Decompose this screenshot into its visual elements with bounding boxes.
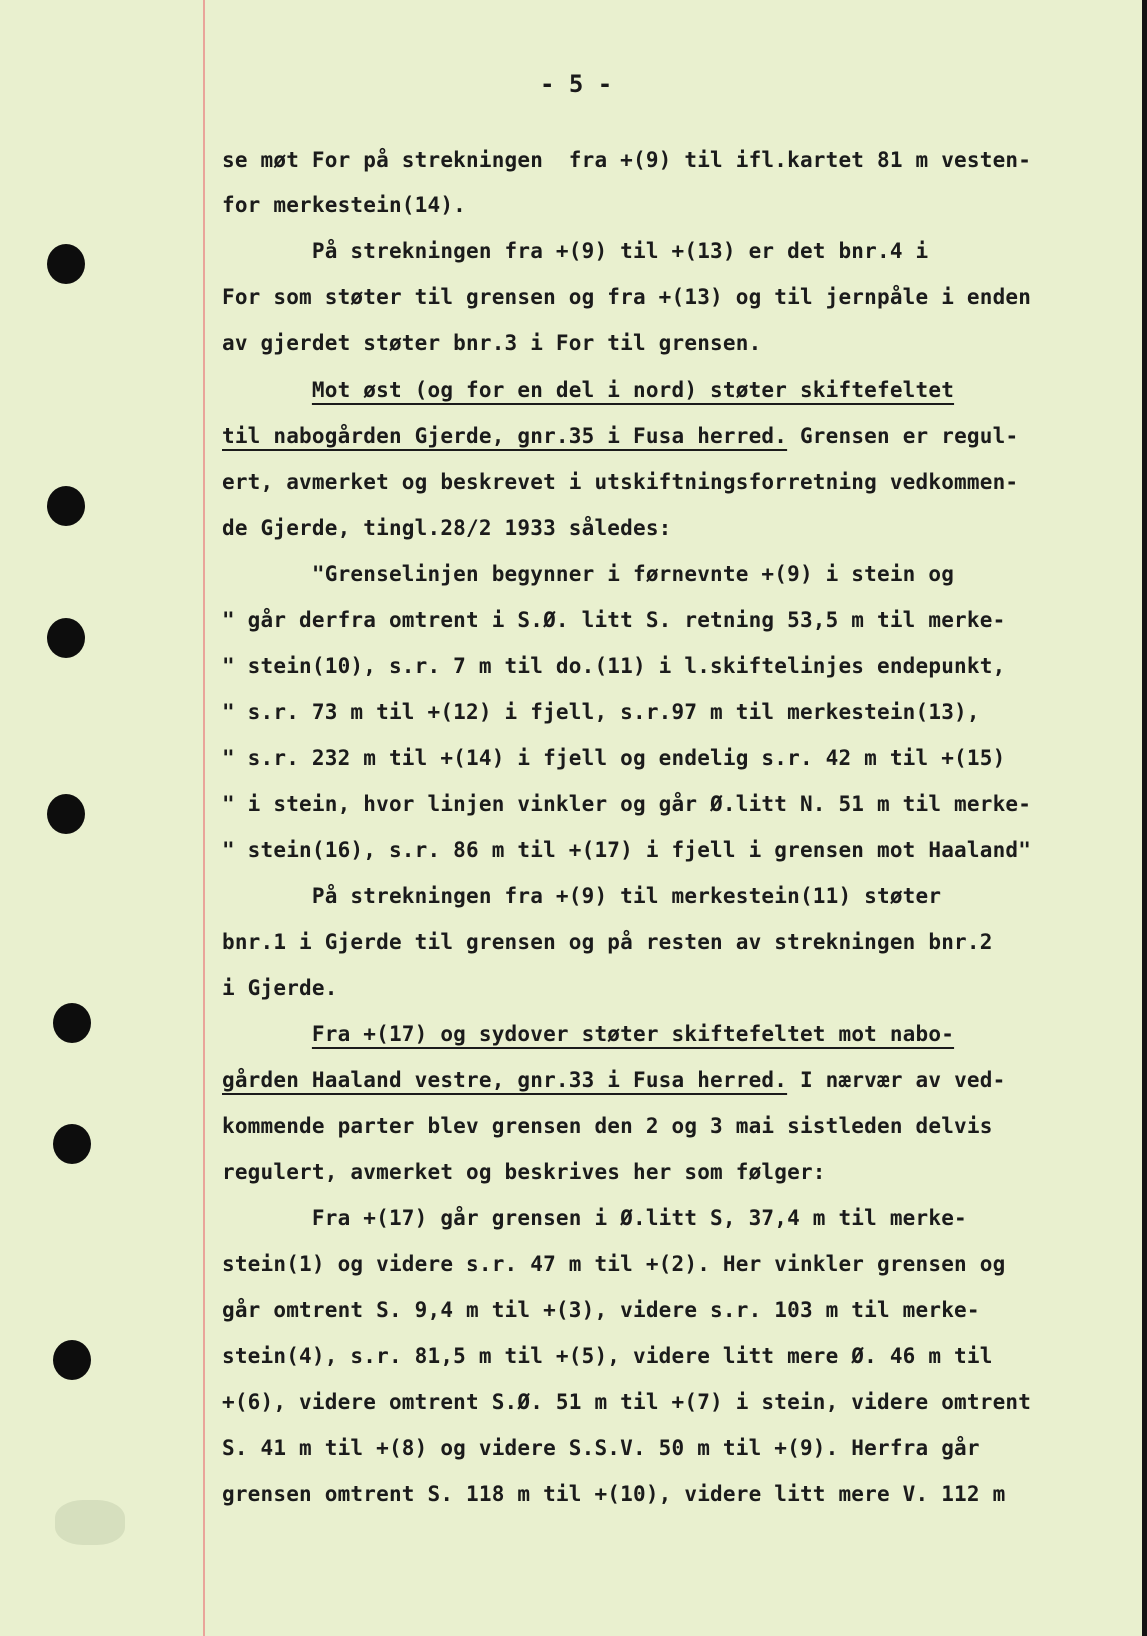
underlined-text: Fra +(17) og sydover støter skiftefeltet mot nabo- [311, 1022, 955, 1046]
underlined-text: gården Haaland vestre, gnr.33 i Fusa herred. [222, 1068, 788, 1092]
line-text: de Gjerde, tingl.28/2 1933 således: [222, 516, 672, 540]
line-text: "Grenselinjen begynner i førnevnte +(9) i stein og [222, 562, 955, 586]
underlined-text: til nabogården Gjerde, gnr.35 i Fusa herred. [222, 424, 788, 448]
text-line [222, 608, 1005, 632]
line-text: " stein(16), s.r. 86 m til +(17) i fjell i grensen mot Haaland" [222, 838, 1032, 862]
line-text: bnr.1 i Gjerde til grensen og på resten av strekningen bnr.2 [222, 930, 993, 954]
line-text: i Gjerde. [222, 976, 338, 1000]
text-line [222, 1298, 980, 1322]
text-line [222, 331, 761, 355]
line-text: For som støter til grensen og fra +(13) og til jernpåle i enden [222, 285, 1032, 309]
text-line [222, 746, 1005, 770]
margin-line [203, 0, 205, 1636]
punch-hole-icon [53, 1003, 91, 1043]
line-text: Grensen er regul- [787, 424, 1019, 448]
line-text: går omtrent S. 9,4 m til +(3), videre s.r. 103 m til merke- [222, 1298, 980, 1322]
text-line [222, 1114, 993, 1138]
text-line [222, 1344, 993, 1368]
line-text [222, 1022, 312, 1046]
text-line [222, 562, 954, 586]
line-text: +(6), videre omtrent S.Ø. 51 m til +(7) i stein, videre omtrent [222, 1390, 1032, 1414]
line-text: På strekningen fra +(9) til +(13) er det bnr.4 i [222, 239, 929, 263]
text-line [222, 1436, 980, 1460]
line-text: På strekningen fra +(9) til merkestein(11) støter [222, 884, 942, 908]
line-text: se møt For på strekningen fra +(9) til ifl.kartet 81 m vesten- [222, 148, 1032, 172]
punch-hole-icon [47, 244, 85, 284]
line-text: S. 41 m til +(8) og videre S.S.V. 50 m til +(9). Herfra går [222, 1436, 980, 1460]
line-text: " går derfra omtrent i S.Ø. litt S. retning 53,5 m til merke- [222, 608, 1006, 632]
punch-hole-icon [47, 618, 85, 658]
text-line [222, 239, 928, 263]
line-text: grensen omtrent S. 118 m til +(10), videre litt mere V. 112 m [222, 1482, 1006, 1506]
page-number: - 5 - [540, 70, 613, 98]
text-line [222, 285, 1031, 309]
line-text: " i stein, hvor linjen vinkler og går Ø.litt N. 51 m til merke- [222, 792, 1032, 816]
line-text: regulert, avmerket og beskrives her som følger: [222, 1160, 826, 1184]
line-text: I nærvær av ved- [787, 1068, 1006, 1092]
line-text: stein(4), s.r. 81,5 m til +(5), videre litt mere Ø. 46 m til [222, 1344, 993, 1368]
text-line [222, 193, 466, 217]
text-line [222, 792, 1031, 816]
line-text: kommende parter blev grensen den 2 og 3 mai sistleden delvis [222, 1114, 993, 1138]
punch-hole-icon [53, 1340, 91, 1380]
underlined-text: Mot øst (og for en del i nord) støter skiftefeltet [311, 378, 955, 402]
line-text [222, 378, 312, 402]
text-line [222, 1390, 1031, 1414]
text-line [222, 1160, 826, 1184]
text-line [222, 470, 1018, 494]
text-line [222, 1022, 954, 1046]
text-line [222, 148, 1031, 172]
text-line [222, 424, 1018, 448]
text-line [222, 1482, 1005, 1506]
text-line [222, 516, 672, 540]
text-line [222, 1252, 1005, 1276]
line-text: for merkestein(14). [222, 193, 467, 217]
punch-hole-icon [47, 486, 85, 526]
line-text: stein(1) og videre s.r. 47 m til +(2). Her vinkler grensen og [222, 1252, 1006, 1276]
text-line [222, 838, 1031, 862]
pencil-smudge [55, 1500, 125, 1545]
text-line [222, 976, 338, 1000]
text-line [222, 654, 1005, 678]
line-text: " s.r. 73 m til +(12) i fjell, s.r.97 m til merkestein(13), [222, 700, 980, 724]
text-line [222, 930, 993, 954]
line-text: Fra +(17) går grensen i Ø.litt S, 37,4 m til merke- [222, 1206, 967, 1230]
text-line [222, 1206, 967, 1230]
line-text: ert, avmerket og beskrevet i utskiftningsforretning vedkommen- [222, 470, 1019, 494]
text-line [222, 378, 954, 402]
punch-hole-icon [53, 1124, 91, 1164]
line-text: " stein(10), s.r. 7 m til do.(11) i l.skiftelinjes endepunkt, [222, 654, 1006, 678]
punch-hole-icon [47, 794, 85, 834]
line-text: av gjerdet støter bnr.3 i For til grensen. [222, 331, 762, 355]
line-text: " s.r. 232 m til +(14) i fjell og endelig s.r. 42 m til +(15) [222, 746, 1006, 770]
text-line [222, 884, 941, 908]
text-line [222, 700, 980, 724]
text-line [222, 1068, 1005, 1092]
